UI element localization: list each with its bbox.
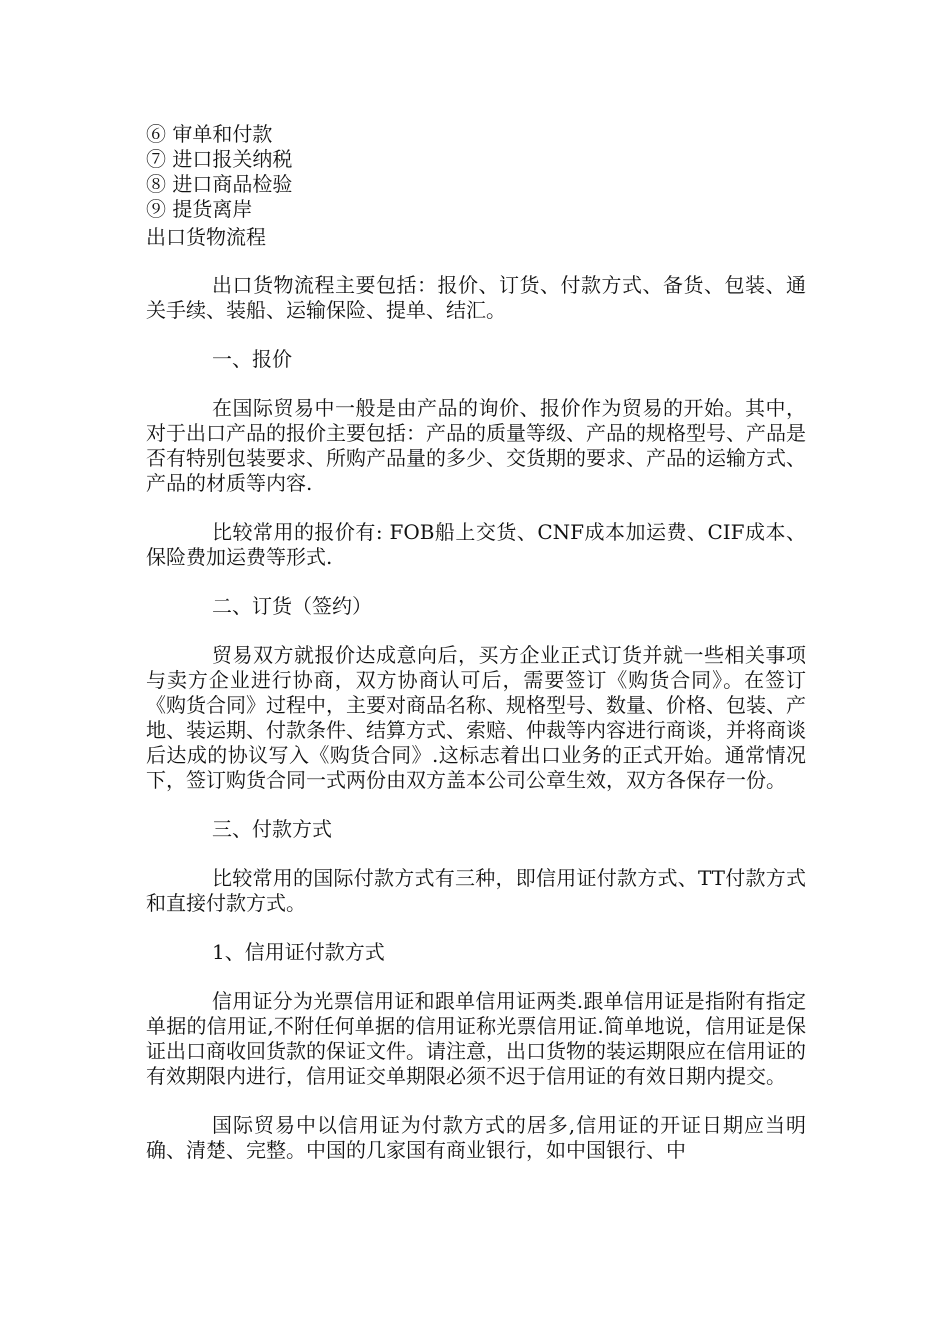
step-item: ⑥ 审单和付款 — [146, 122, 273, 146]
quotation-terms-paragraph: 比较常用的报价有: FOB船上交货、CNF成本加运费、CIF成本、保险费加运费等形式. — [146, 520, 806, 569]
import-steps-list — [146, 122, 846, 222]
letter-of-credit-paragraph: 信用证分为光票信用证和跟单信用证两类.跟单信用证是指附有指定单据的信用证,不附任何单据的信用证称光票信用证.简单地说，信用证是保证出口商收回货款的保证文件。请注意，出口货物的装运期限应在信用证的有效期限内进行，信用证交单期限必须不迟于信用证的有效日期内提交。 — [146, 989, 806, 1088]
step-item: ⑧ 进口商品检验 — [146, 172, 293, 196]
heading-quotation: 一、报价 — [212, 347, 292, 371]
letter-of-credit-paragraph-2: 国际贸易中以信用证为付款方式的居多,信用证的开证日期应当明确、清楚、完整。中国的几家国有商业银行，如中国银行、中 — [146, 1113, 806, 1162]
section-title: 出口货物流程 — [146, 225, 266, 249]
quotation-paragraph: 在国际贸易中一般是由产品的询价、报价作为贸易的开始。其中，对于出口产品的报价主要包括：产品的质量等级、产品的规格型号、产品是否有特别包装要求、所购产品量的多少、交货期的要求、产品的运输方式、产品的材质等内容. — [146, 396, 806, 495]
heading-letter-of-credit: 1、信用证付款方式 — [212, 940, 385, 964]
step-item: ⑨ 提货离岸 — [146, 197, 253, 221]
ordering-paragraph: 贸易双方就报价达成意向后，买方企业正式订货并就一些相关事项与卖方企业进行协商，双方协商认可后，需要签订《购货合同》。在签订《购货合同》过程中，主要对商品名称、规格型号、数量、价格、包装、产地、装运期、付款条件、结算方式、索赔、仲裁等内容进行商谈，并将商谈后达成的协议写入《购货合同》.这标志着出口业务的正式开始。通常情况下，签订购货合同一式两份由双方盖本公司公章生效，双方各保存一份。 — [146, 643, 806, 792]
heading-payment: 三、付款方式 — [212, 817, 332, 841]
heading-ordering: 二、订货（签约） — [212, 594, 372, 618]
payment-paragraph: 比较常用的国际付款方式有三种，即信用证付款方式、TT付款方式和直接付款方式。 — [146, 866, 806, 915]
step-item: ⑦ 进口报关纳税 — [146, 147, 293, 171]
document-body — [146, 273, 806, 1187]
intro-paragraph: 出口货物流程主要包括：报价、订货、付款方式、备货、包装、通关手续、装船、运输保险、提单、结汇。 — [146, 273, 806, 322]
